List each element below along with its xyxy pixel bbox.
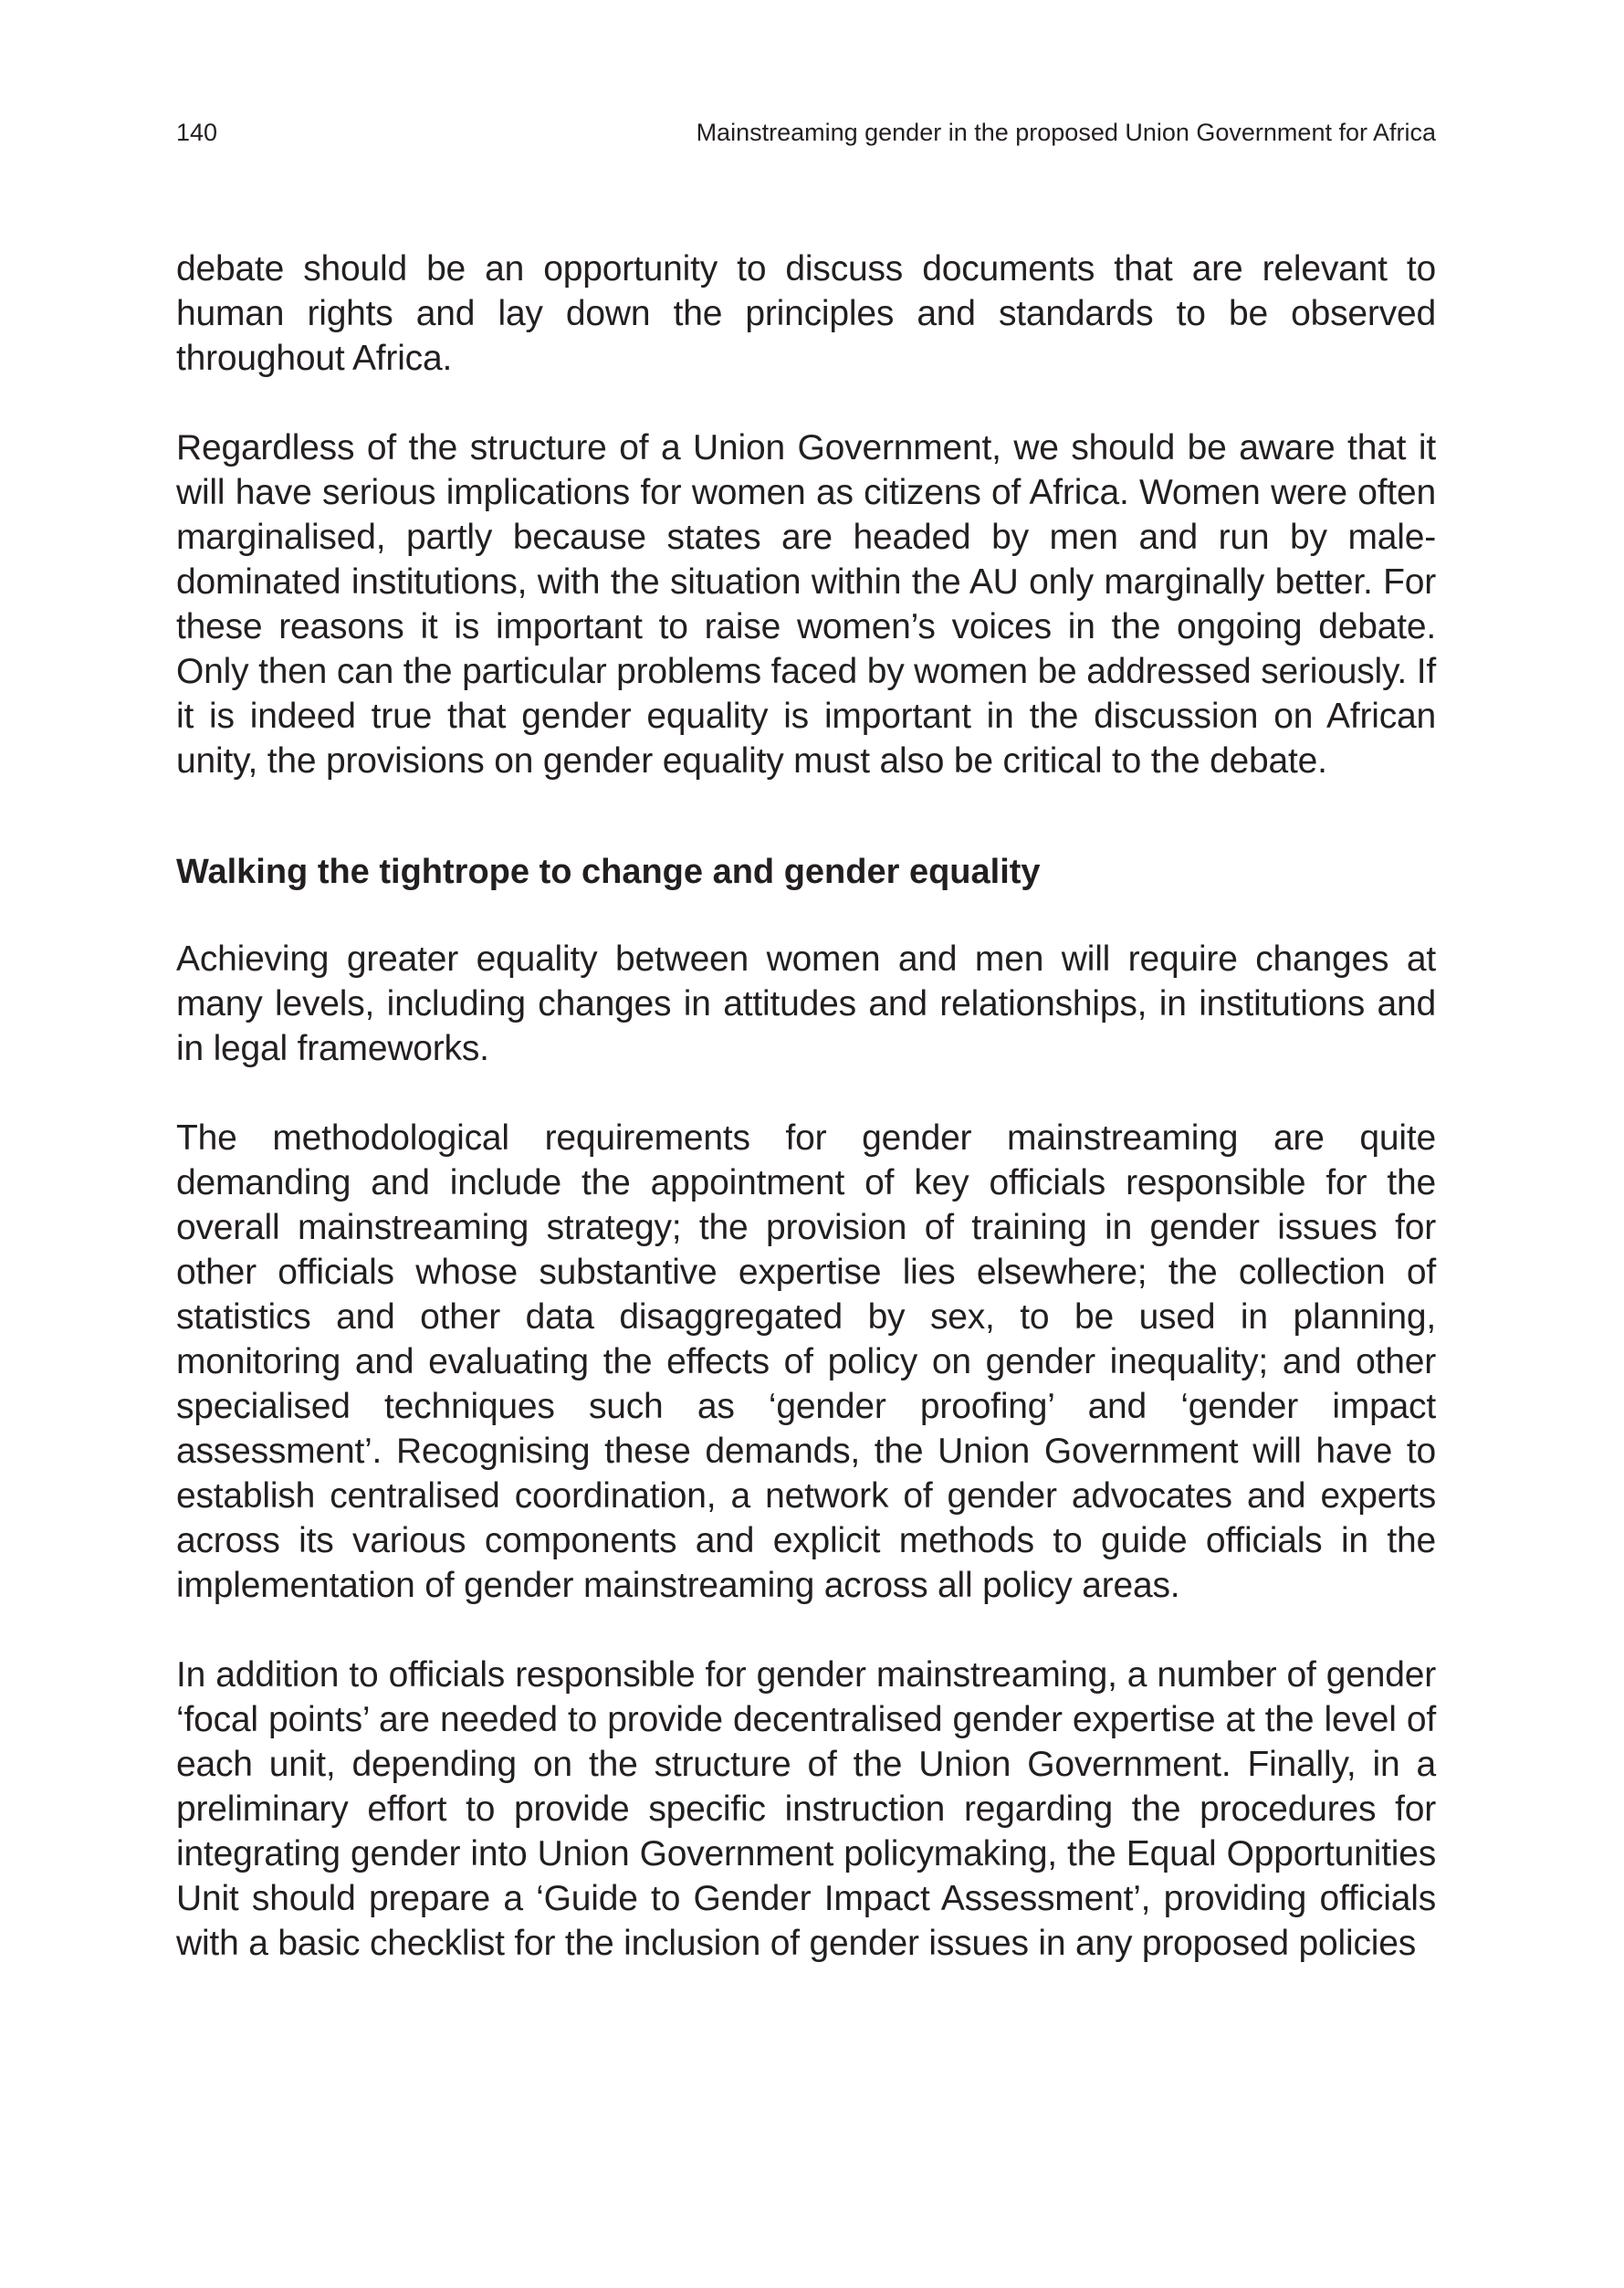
paragraph: debate should be an opportunity to discuss documents that are relevant to human rights and lay down the principles and standards to be observed throughout Africa. [176,249,1436,378]
page-number: 140 [176,119,218,146]
paragraph: Achieving greater equality between women and men will require changes at many levels, including changes in attitudes and relationships, in institutions and in legal frameworks. [176,939,1436,1068]
paragraph: The methodological requirements for gender mainstreaming are quite demanding and include the appointment of key officials responsible for the overall mainstreaming strategy; the provision of training in gender issues for other officials whose substantive expertise lies elsewhere; the collection of statistics and other data disaggregated by sex, to be used in planning, monitoring and evaluating the effects of policy on gender inequality; and other specialised techniques such as ‘gender proofing’ and ‘gender impact assessment’. Recognising these demands, the Union Government will have to establish centralised coordination, a network of gender advocates and experts across its various components and explicit methods to guide officials in the implementation of gender mainstreaming across all policy areas. [176,1118,1436,1605]
running-title: Mainstreaming gender in the proposed Union Government for Africa [696,119,1436,146]
paragraph: Regardless of the structure of a Union Government, we should be aware that it will have serious implications for women as citizens of Africa. Women were often marginalised, partly because states are headed by men and run by male-dominated institutions, with the situation within the AU only marginally better. For these reasons it is important to raise women’s voices in the ongoing debate. Only then can the particular problems faced by women be addressed seriously. If it is indeed true that gender equality is important in the discussion on African unity, the provisions on gender equality must also be critical to the debate. [176,428,1436,781]
paragraph: In addition to officials responsible for gender mainstreaming, a number of gender ‘focal points’ are needed to provide decentralised gender expertise at the level of each unit, depending on the structure of the Union Government. Finally, in a preliminary effort to provide specific instruction regarding the procedures for integrating gender into Union Government policymaking, the Equal Opportunities Unit should prepare a ‘Guide to Gender Impact Assessment’, providing officials with a basic checklist for the inclusion of gender issues in any proposed policies [176,1655,1436,1963]
running-header [176,119,1436,155]
section-heading: Walking the tightrope to change and gender equality [176,853,1041,891]
body-text [176,247,1436,2010]
